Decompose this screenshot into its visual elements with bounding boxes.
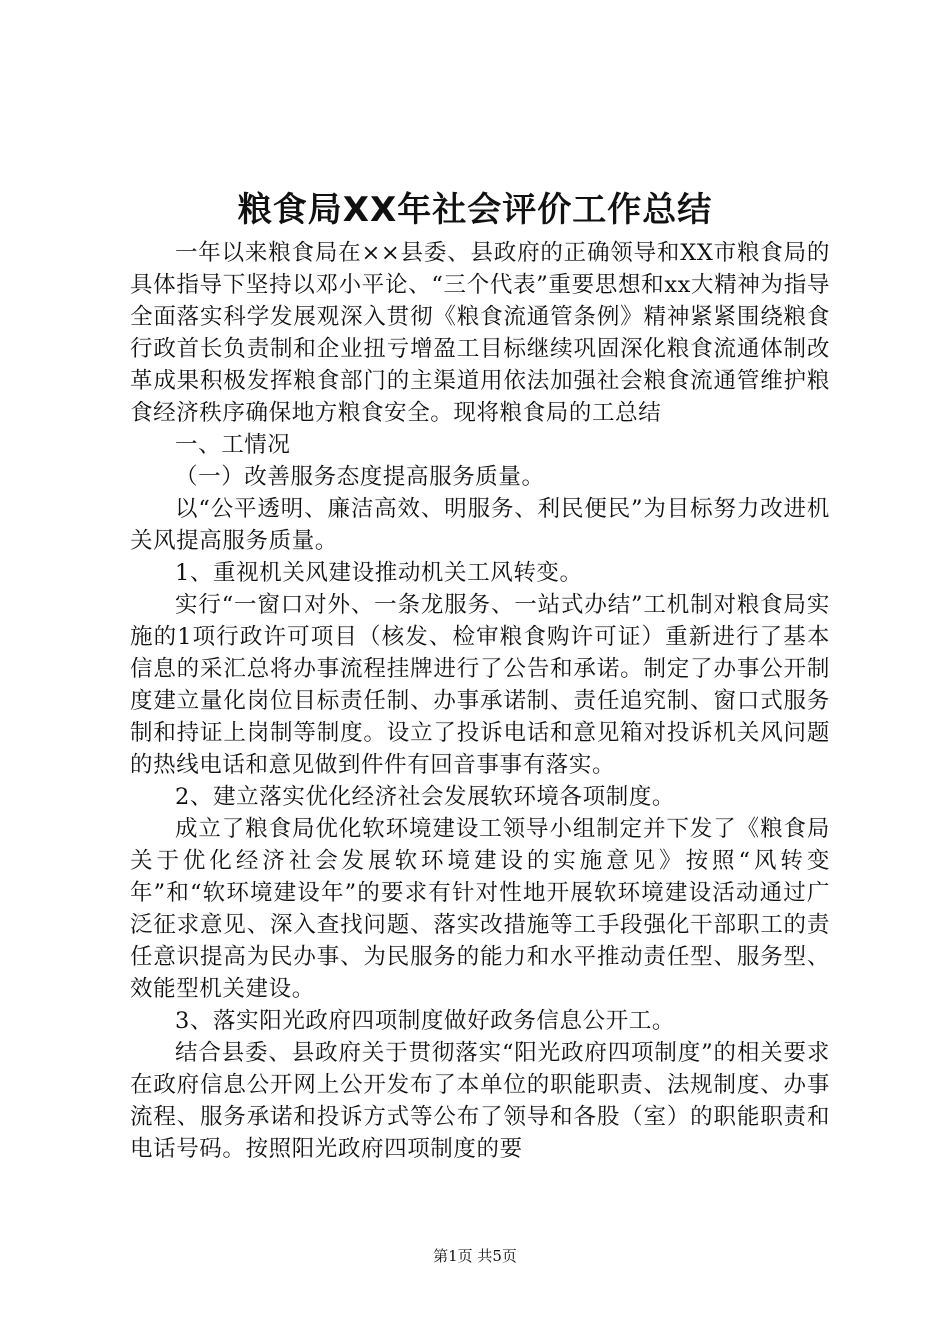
paragraph: 结合县委、县政府关于贯彻落实“阳光政府四项制度”的相关要求在政府信息公开网上公开发布了本单位的职能职责、法规制度、办事流程、服务承诺和投诉方式等公布了领导和各股（室）的职能职责和电话号码。按照阳光政府四项制度的要 — [130, 1040, 830, 1162]
document-body — [130, 237, 830, 1165]
item-heading: 2、建立落实优化经济社会发展软环境各项制度。 — [175, 784, 676, 810]
paragraph: 成立了粮食局优化软环境建设工领导小组制定并下发了《粮食局关于优化经济社会发展软环境建设的实施意见》按照“风转变年”和“软环境建设年”的要求有针对性地开展软环境建设活动通过广泛征求意见、深入查找问题、落实改措施等工手段强化干部职工的责任意识提高为民办事、为民服务的能力和水平推动责任型、服务型、效能型机关建设。 — [130, 816, 830, 1002]
paragraph-intro: 一年以来粮食局在××县委、县政府的正确领导和XX市粮食局的具体指导下坚持以邓小平论、“三个代表”重要思想和xx大精神为指导全面落实科学发展观深入贯彻《粮食流通管条例》精神紧紧围绕粮食行政首长负责制和企业扭亏增盈工目标继续巩固深化粮食流通体制改革成果积极发挥粮食部门的主渠道用依法加强社会粮食流通管维护粮食经济秩序确保地方粮食安全。现将粮食局的工总结 — [130, 240, 830, 426]
paragraph: 以“公平透明、廉洁高效、明服务、利民便民”为目标努力改进机关风提高服务质量。 — [130, 496, 830, 554]
document-title: 粮食局XX年社会评价工作总结 — [237, 190, 713, 230]
item-heading: 3、落实阳光政府四项制度做好政务信息公开工。 — [175, 1008, 676, 1034]
item-heading: 1、重视机关风建设推动机关工风转变。 — [175, 560, 583, 586]
page-number-footer: 第1页 共5页 — [433, 1247, 517, 1265]
section-heading: 一、工情况 — [175, 432, 291, 458]
subsection-heading: （一）改善服务态度提高服务质量。 — [175, 464, 545, 490]
paragraph: 实行“一窗口对外、一条龙服务、一站式办结”工机制对粮食局实施的1项行政许可项目（核发、检审粮食购许可证）重新进行了基本信息的采汇总将办事流程挂牌进行了公告和承诺。制定了办事公开制度建立量化岗位目标责任制、办事承诺制、责任追究制、窗口式服务制和持证上岗制等制度。设立了投诉电话和意见箱对投诉机关风问题的热线电话和意见做到件件有回音事事有落实。 — [130, 592, 830, 778]
